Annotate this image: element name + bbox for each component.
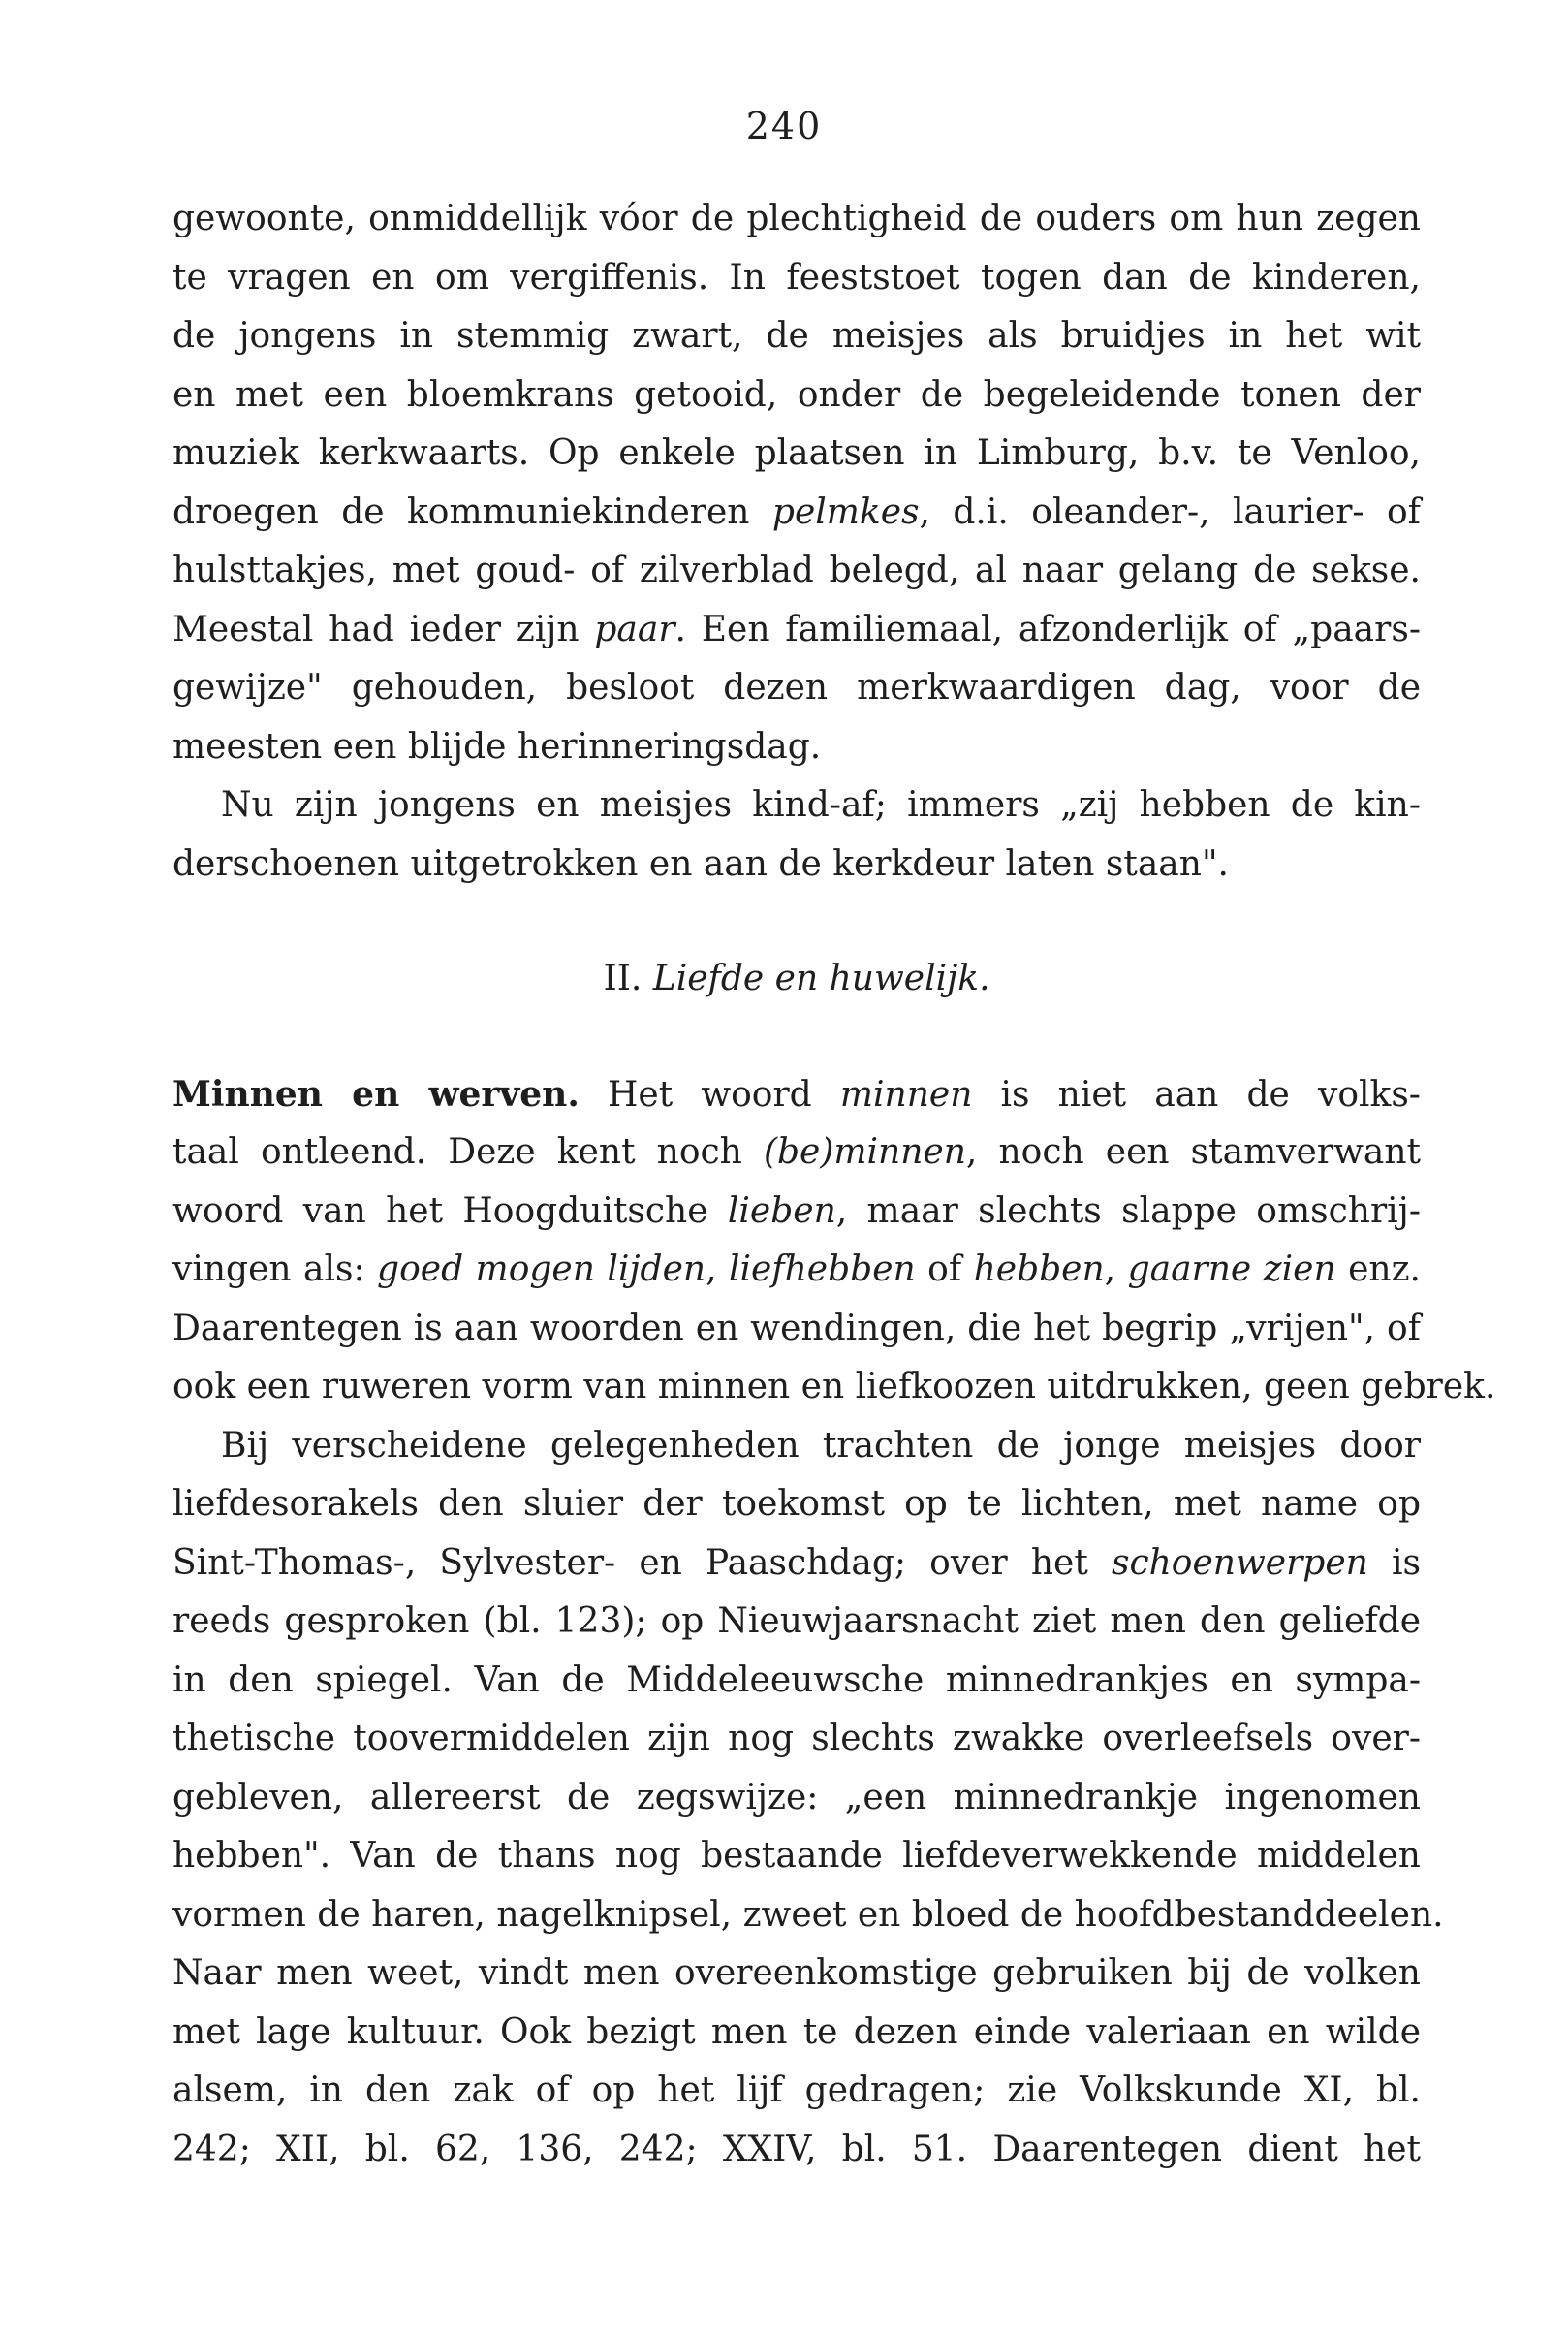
italic-term: (be)minnen bbox=[763, 1132, 966, 1172]
text-line bbox=[172, 1360, 1496, 1414]
text-run: vingen als: bbox=[172, 1249, 378, 1289]
italic-term: lieben bbox=[727, 1190, 836, 1231]
text-line bbox=[172, 1125, 1421, 1180]
text-run: droegen de kommuniekinderen bbox=[172, 491, 772, 532]
text-run: hulsttakjes, met goud- of zilverblad belegd, al naar gelang de sekse. bbox=[172, 551, 1421, 590]
text-run: , noch een stamverwant bbox=[965, 1132, 1421, 1172]
text-run: reeds gesproken (bl. 123); op Nieuwjaarsnacht ziet men den geliefde bbox=[172, 1601, 1421, 1641]
text-run: 242; XII, bl. 62, 136, 242; XXIV, bl. 51. Daarentegen dient het bbox=[172, 2129, 1421, 2169]
italic-term: hebben bbox=[973, 1249, 1105, 1289]
text-run: met lage kultuur. Ook bezigt men te dezen einde valeriaan en wilde bbox=[172, 2011, 1421, 2052]
text-line bbox=[172, 309, 1421, 363]
text-run: , bbox=[1104, 1249, 1128, 1289]
text-run: meesten een blijde herinneringsdag. bbox=[172, 726, 822, 767]
italic-term: liefhebben bbox=[728, 1249, 916, 1289]
italic-term: gaarne zien bbox=[1127, 1249, 1336, 1289]
text-line bbox=[172, 544, 1421, 598]
italic-term: schoenwerpen bbox=[1111, 1542, 1368, 1583]
text-run: gewoonte, onmiddellijk vóor de plechtigheid de ouders om hun zegen bbox=[172, 199, 1421, 238]
text-run: thetische toovermiddelen zijn nog slechts zwakke overleefsels over- bbox=[172, 1719, 1421, 1758]
text-run: Het woord bbox=[579, 1074, 840, 1115]
text-line bbox=[172, 486, 1421, 540]
text-run: derschoenen uitgetrokken en aan de kerkdeur laten staan". bbox=[172, 843, 1229, 884]
text-run: II. bbox=[603, 959, 653, 998]
section-heading bbox=[172, 952, 1421, 1006]
italic-term: paar bbox=[594, 609, 675, 649]
text-run: in den spiegel. Van de Middeleeuwsche minnedrankjes en sympa- bbox=[172, 1659, 1421, 1700]
text-run: woord van het Hoogduitsche bbox=[172, 1190, 728, 1231]
text-line bbox=[172, 2006, 1421, 2060]
text-run: enz. bbox=[1335, 1249, 1421, 1289]
text-run: Naar men weet, vindt men overeenkomstige gebruiken bij de volken bbox=[172, 1953, 1421, 1993]
text-line bbox=[172, 1771, 1421, 1825]
text-run: muziek kerkwaarts. Op enkele plaatsen in Limburg, b.v. te Venloo, bbox=[172, 433, 1421, 473]
text-line bbox=[172, 1536, 1421, 1591]
text-run: , bbox=[706, 1249, 729, 1289]
italic-term: goed mogen lijden bbox=[377, 1249, 706, 1289]
text-run: gebleven, allereerst de zegswijze: „een minnedrankje ingenomen bbox=[172, 1777, 1421, 1817]
italic-term: pelmkes bbox=[771, 491, 920, 532]
text-line bbox=[172, 427, 1421, 481]
bold-run-in-heading: Minnen en werven. bbox=[172, 1073, 580, 1115]
text-run: Daarentegen is aan woorden en wendingen, die het begrip „vrijen", of bbox=[172, 1308, 1421, 1348]
text-line bbox=[172, 837, 1421, 892]
text-run: te vragen en om vergiffenis. In feeststoet togen dan de kinderen, bbox=[172, 257, 1421, 298]
text-run: is niet aan de volks- bbox=[972, 1074, 1421, 1115]
text-line bbox=[172, 1595, 1421, 1649]
text-run: of bbox=[915, 1249, 974, 1289]
text-run: en met een bloemkrans getooid, onder de begeleidende tonen der bbox=[172, 374, 1421, 415]
text-line bbox=[172, 661, 1421, 715]
text-run: Bij verscheidene gelegenheden trachten de jonge meisjes door bbox=[221, 1425, 1421, 1466]
text-line bbox=[172, 251, 1421, 305]
text-run: hebben". Van de thans nog bestaande liefdeverwekkende middelen bbox=[172, 1836, 1421, 1876]
text-run: is bbox=[1367, 1542, 1421, 1583]
italic-term: minnen bbox=[839, 1074, 973, 1115]
text-run: vormen de haren, nagelknipsel, zweet en bloed de hoofdbestanddeelen. bbox=[172, 1894, 1444, 1935]
text-run: taal ontleend. Deze kent noch bbox=[172, 1132, 764, 1172]
text-line bbox=[172, 2123, 1421, 2177]
text-line bbox=[172, 1654, 1421, 1708]
text-line bbox=[172, 1946, 1421, 2001]
text-run: Nu zijn jongens en meisjes kind-af; immers „zij hebben de kin- bbox=[221, 785, 1421, 825]
italic-term: Liefde en huwelijk. bbox=[652, 959, 990, 998]
text-run: ook een ruweren vorm van minnen en liefkoozen uitdrukken, geen gebrek. bbox=[172, 1367, 1496, 1406]
text-run: , d.i. oleander-, laurier- of bbox=[919, 491, 1421, 532]
text-line bbox=[172, 192, 1421, 246]
text-run: liefdesorakels den sluier der toekomst op te lichten, met name op bbox=[172, 1484, 1421, 1524]
text-line bbox=[172, 1712, 1421, 1766]
text-line bbox=[172, 1829, 1421, 1883]
text-run: alsem, in den zak of op het lijf gedragen; zie Volkskunde XI, bl. bbox=[172, 2070, 1421, 2110]
text-line bbox=[221, 1419, 1421, 1473]
text-line bbox=[172, 1185, 1421, 1239]
text-run: Meestal had ieder zijn bbox=[172, 609, 595, 649]
text-line bbox=[172, 720, 1421, 774]
text-run: , maar slechts slappe omschrij- bbox=[835, 1190, 1421, 1231]
text-line bbox=[172, 1888, 1444, 1943]
text-run: de jongens in stemmig zwart, de meisjes als bruidjes in het wit bbox=[172, 316, 1421, 356]
text-line bbox=[221, 778, 1421, 833]
text-run: gewijze" gehouden, besloot dezen merkwaardigen dag, voor de bbox=[172, 668, 1421, 708]
text-line bbox=[172, 603, 1421, 657]
text-line bbox=[172, 1477, 1421, 1532]
text-line bbox=[172, 368, 1421, 423]
text-run: . Een familiemaal, afzonderlijk of „paars- bbox=[674, 609, 1421, 649]
text-line bbox=[172, 1302, 1421, 1356]
text-line bbox=[172, 1067, 1421, 1122]
page-number: 240 bbox=[745, 105, 823, 147]
text-line bbox=[172, 2064, 1421, 2118]
text-line bbox=[172, 1243, 1421, 1297]
text-run: Sint-Thomas-, Sylvester- en Paaschdag; over het bbox=[172, 1542, 1112, 1583]
